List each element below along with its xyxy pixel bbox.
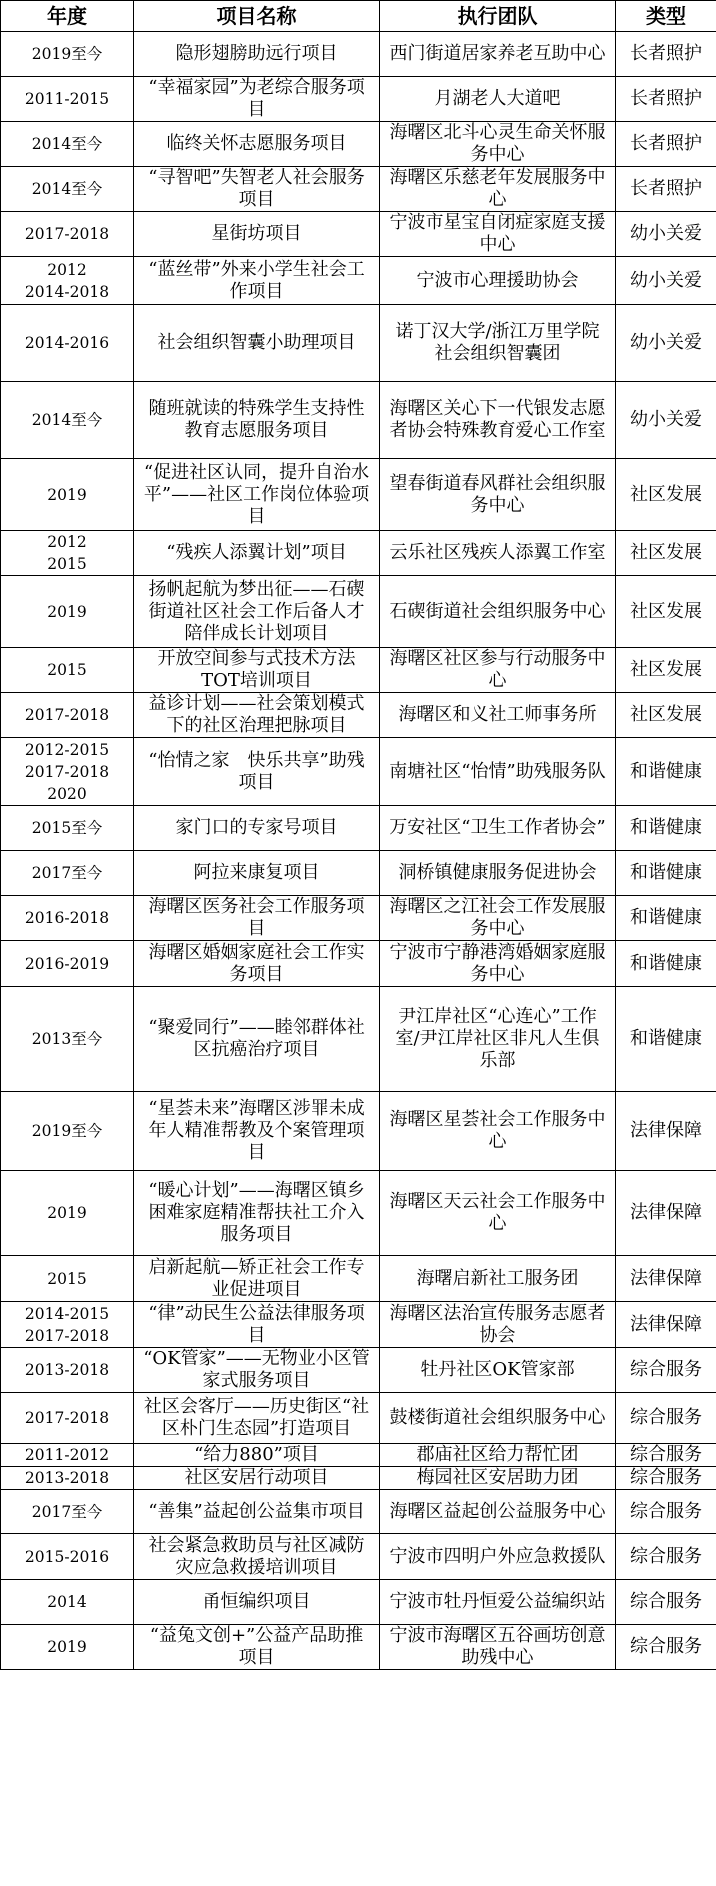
cell-team: 海曙区乐慈老年发展服务中心: [380, 167, 616, 212]
cell-team: 郡庙社区给力帮忙团: [380, 1444, 616, 1467]
cell-year: [1, 1348, 134, 1393]
cell-type: 幼小关爱: [616, 212, 716, 257]
year-line: 2015: [47, 555, 87, 573]
cell-project-name: “OK管家”——无物业小区管家式服务项目: [134, 1348, 380, 1393]
cell-year: [1, 1302, 134, 1348]
table-row: [1, 1534, 716, 1580]
cell-project-name: “暖心计划”——海曙区镇乡困难家庭精准帮扶社工介入服务项目: [134, 1171, 380, 1256]
year-line: 2019: [47, 1204, 87, 1222]
cell-type: 长者照护: [616, 32, 716, 77]
header-project-name: 项目名称: [134, 1, 380, 32]
cell-year: [1, 987, 134, 1092]
cell-year: [1, 806, 134, 851]
year-line: 2012: [47, 533, 87, 551]
year-line: 2014至今: [31, 180, 103, 198]
cell-type: 和谐健康: [616, 941, 716, 987]
cell-year: [1, 305, 134, 382]
cell-type: 法律保障: [616, 1171, 716, 1256]
table-row: [1, 1490, 716, 1534]
year-line: 2019: [47, 1638, 87, 1656]
cell-type: 社区发展: [616, 576, 716, 648]
cell-project-name: “怡情之家 快乐共享”助残项目: [134, 738, 380, 806]
cell-type: 综合服务: [616, 1444, 716, 1467]
cell-project-name: 益诊计划——社会策划模式下的社区治理把脉项目: [134, 693, 380, 738]
cell-type: 幼小关爱: [616, 305, 716, 382]
header-row: [1, 1, 716, 32]
cell-year: [1, 693, 134, 738]
cell-team: 海曙区社区参与行动服务中心: [380, 648, 616, 693]
cell-year: [1, 1467, 134, 1490]
cell-type: 综合服务: [616, 1490, 716, 1534]
year-line: 2011-2015: [24, 90, 110, 108]
year-line: 2014-2015: [24, 1304, 110, 1323]
cell-year: [1, 257, 134, 305]
cell-team: 海曙区天云社会工作服务中心: [380, 1171, 616, 1256]
year-line: 2016-2019: [24, 954, 110, 973]
table-row: [1, 576, 716, 648]
year-line: 2014-2018: [24, 282, 110, 301]
cell-project-name: 临终关怀志愿服务项目: [134, 122, 380, 167]
year-line: 2015: [47, 661, 87, 679]
cell-type: 综合服务: [616, 1393, 716, 1444]
cell-year: [1, 738, 134, 806]
table-row: [1, 305, 716, 382]
cell-type: 社区发展: [616, 648, 716, 693]
table-row: [1, 459, 716, 531]
table-row: [1, 648, 716, 693]
table-row: [1, 1444, 716, 1467]
year-line: 2013-2018: [24, 1361, 110, 1379]
cell-type: 法律保障: [616, 1092, 716, 1171]
cell-team: 万安社区“卫生工作者协会”: [380, 806, 616, 851]
year-line: 2016-2018: [24, 909, 110, 927]
year-line: 2012-2015: [24, 740, 110, 759]
cell-year: [1, 212, 134, 257]
cell-team: 鼓楼街道社会组织服务中心: [380, 1393, 616, 1444]
cell-type: 和谐健康: [616, 738, 716, 806]
cell-year: [1, 1393, 134, 1444]
cell-team: 宁波市海曙区五谷画坊创意助残中心: [380, 1625, 616, 1670]
cell-project-name: 启新起航—矫正社会工作专业促进项目: [134, 1256, 380, 1302]
table-row: [1, 167, 716, 212]
cell-team: 海曙区星荟社会工作服务中心: [380, 1092, 616, 1171]
cell-type: 综合服务: [616, 1348, 716, 1393]
cell-year: [1, 1092, 134, 1171]
cell-type: 和谐健康: [616, 987, 716, 1092]
cell-project-name: 阿拉来康复项目: [134, 851, 380, 896]
cell-team: 宁波市牡丹恒爱公益编织站: [380, 1580, 616, 1625]
cell-year: [1, 32, 134, 77]
table-row: [1, 1467, 716, 1490]
cell-project-name: 隐形翅膀助远行项目: [134, 32, 380, 77]
table-row: [1, 382, 716, 459]
cell-year: [1, 1171, 134, 1256]
cell-year: [1, 459, 134, 531]
year-line: 2019: [47, 485, 87, 504]
cell-project-name: “残疾人添翼计划”项目: [134, 531, 380, 576]
cell-project-name: 海曙区医务社会工作服务项目: [134, 896, 380, 941]
year-line: 2014: [47, 1593, 87, 1611]
table-row: [1, 1348, 716, 1393]
table-row: [1, 1580, 716, 1625]
year-line: 2017至今: [31, 864, 103, 882]
cell-team: 牡丹社区OK管家部: [380, 1348, 616, 1393]
table-row: [1, 1393, 716, 1444]
table-row: [1, 531, 716, 576]
year-line: 2017-2018: [24, 706, 110, 724]
cell-year: [1, 1256, 134, 1302]
cell-team: 宁波市宁静港湾婚姻家庭服务中心: [380, 941, 616, 987]
year-line: 2020: [47, 784, 87, 803]
cell-team: 石碶街道社会组织服务中心: [380, 576, 616, 648]
table-row: [1, 77, 716, 122]
cell-project-name: 星街坊项目: [134, 212, 380, 257]
cell-project-name: “益兔文创+”公益产品助推项目: [134, 1625, 380, 1670]
cell-project-name: “聚爱同行”——睦邻群体社区抗癌治疗项目: [134, 987, 380, 1092]
cell-project-name: 社区会客厅——历史街区“社区朴门生态园”打造项目: [134, 1393, 380, 1444]
cell-project-name: “蓝丝带”外来小学生社会工作项目: [134, 257, 380, 305]
cell-team: 宁波市心理援助协会: [380, 257, 616, 305]
year-line: 2017-2018: [24, 1409, 110, 1427]
cell-type: 社区发展: [616, 693, 716, 738]
table-header: [1, 1, 716, 32]
cell-type: 社区发展: [616, 531, 716, 576]
cell-type: 长者照护: [616, 122, 716, 167]
year-line: 2015至今: [31, 819, 103, 837]
year-line: 2013至今: [31, 1030, 103, 1048]
year-line: 2019至今: [31, 1122, 103, 1140]
cell-year: [1, 941, 134, 987]
cell-team: 尹江岸社区“心连心”工作室/尹江岸社区非凡人生俱乐部: [380, 987, 616, 1092]
cell-year: [1, 648, 134, 693]
table-row: [1, 941, 716, 987]
cell-year: [1, 1490, 134, 1534]
cell-year: [1, 1444, 134, 1467]
cell-project-name: 海曙区婚姻家庭社会工作实务项目: [134, 941, 380, 987]
cell-team: 梅园社区安居助力团: [380, 1467, 616, 1490]
cell-type: 长者照护: [616, 167, 716, 212]
table-row: [1, 1171, 716, 1256]
table-row: [1, 738, 716, 806]
cell-team: 云乐社区残疾人添翼工作室: [380, 531, 616, 576]
cell-type: 社区发展: [616, 459, 716, 531]
cell-project-name: “幸福家园”为老综合服务项目: [134, 77, 380, 122]
cell-project-name: “善集”益起创公益集市项目: [134, 1490, 380, 1534]
cell-team: 月湖老人大道吧: [380, 77, 616, 122]
cell-project-name: 家门口的专家号项目: [134, 806, 380, 851]
table-row: [1, 32, 716, 77]
cell-year: [1, 576, 134, 648]
cell-year: [1, 1625, 134, 1670]
cell-team: 海曙区法治宣传服务志愿者协会: [380, 1302, 616, 1348]
cell-team: 海曙区北斗心灵生命关怀服务中心: [380, 122, 616, 167]
cell-project-name: 社区安居行动项目: [134, 1467, 380, 1490]
year-line: 2015: [47, 1269, 87, 1288]
table-row: [1, 1625, 716, 1670]
year-line: 2015-2016: [24, 1547, 110, 1566]
cell-project-name: “律”动民生公益法律服务项目: [134, 1302, 380, 1348]
table-row: [1, 806, 716, 851]
cell-year: [1, 851, 134, 896]
cell-year: [1, 77, 134, 122]
cell-type: 和谐健康: [616, 806, 716, 851]
cell-type: 和谐健康: [616, 896, 716, 941]
cell-team: 海曙启新社工服务团: [380, 1256, 616, 1302]
cell-team: 宁波市星宝自闭症家庭支援中心: [380, 212, 616, 257]
year-line: 2019: [47, 602, 87, 621]
cell-type: 综合服务: [616, 1580, 716, 1625]
cell-type: 和谐健康: [616, 851, 716, 896]
year-line: 2017至今: [31, 1502, 103, 1521]
cell-type: 幼小关爱: [616, 257, 716, 305]
table-row: [1, 896, 716, 941]
table-row: [1, 1302, 716, 1348]
table-row: [1, 122, 716, 167]
table-body: [1, 32, 716, 1670]
cell-team: 海曙区之江社会工作发展服务中心: [380, 896, 616, 941]
cell-type: 综合服务: [616, 1625, 716, 1670]
cell-year: [1, 531, 134, 576]
cell-team: 诺丁汉大学/浙江万里学院社会组织智囊团: [380, 305, 616, 382]
cell-year: [1, 122, 134, 167]
cell-year: [1, 1534, 134, 1580]
year-line: 2019至今: [31, 45, 103, 63]
cell-project-name: “给力880”项目: [134, 1444, 380, 1467]
cell-project-name: “星荟未来”海曙区涉罪未成年人精准帮教及个案管理项目: [134, 1092, 380, 1171]
header-type: 类型: [616, 1, 716, 32]
cell-team: 西门街道居家养老互助中心: [380, 32, 616, 77]
cell-team: 海曙区益起创公益服务中心: [380, 1490, 616, 1534]
table-row: [1, 693, 716, 738]
cell-type: 幼小关爱: [616, 382, 716, 459]
table-row: [1, 1092, 716, 1171]
table-row: [1, 987, 716, 1092]
cell-team: 海曙区关心下一代银发志愿者协会特殊教育爱心工作室: [380, 382, 616, 459]
year-line: 2014至今: [31, 411, 103, 429]
cell-type: 法律保障: [616, 1256, 716, 1302]
cell-project-name: 扬帆起航为梦出征——石碶街道社区社会工作后备人才陪伴成长计划项目: [134, 576, 380, 648]
cell-team: 南塘社区“怡情”助残服务队: [380, 738, 616, 806]
header-year: 年度: [1, 1, 134, 32]
cell-team: 洞桥镇健康服务促进协会: [380, 851, 616, 896]
year-line: 2014-2016: [24, 334, 110, 352]
cell-team: 海曙区和义社工师事务所: [380, 693, 616, 738]
cell-team: 望春街道春风群社会组织服务中心: [380, 459, 616, 531]
cell-type: 综合服务: [616, 1467, 716, 1490]
cell-type: 法律保障: [616, 1302, 716, 1348]
year-line: 2014至今: [31, 135, 103, 153]
cell-project-name: 甬恒编织项目: [134, 1580, 380, 1625]
cell-year: [1, 167, 134, 212]
cell-team: 宁波市四明户外应急救援队: [380, 1534, 616, 1580]
year-line: 2017-2018: [24, 1326, 110, 1345]
cell-year: [1, 1580, 134, 1625]
cell-type: 综合服务: [616, 1534, 716, 1580]
year-line: 2012: [47, 260, 87, 279]
table-row: [1, 257, 716, 305]
table-row: [1, 1256, 716, 1302]
table-row: [1, 851, 716, 896]
cell-project-name: 随班就读的特殊学生支持性教育志愿服务项目: [134, 382, 380, 459]
cell-year: [1, 382, 134, 459]
year-line: 2017-2018: [24, 762, 110, 781]
year-line: 2017-2018: [24, 225, 110, 243]
cell-project-name: 社会组织智囊小助理项目: [134, 305, 380, 382]
table-row: [1, 212, 716, 257]
cell-project-name: “促进社区认同，提升自治水平”——社区工作岗位体验项目: [134, 459, 380, 531]
header-team: 执行团队: [380, 1, 616, 32]
year-line: 2013-2018: [24, 1469, 110, 1487]
cell-type: 长者照护: [616, 77, 716, 122]
cell-project-name: “寻智吧”失智老人社会服务项目: [134, 167, 380, 212]
cell-project-name: 开放空间参与式技术方法TOT培训项目: [134, 648, 380, 693]
cell-year: [1, 896, 134, 941]
cell-project-name: 社会紧急救助员与社区减防灾应急救援培训项目: [134, 1534, 380, 1580]
year-line: 2011-2012: [24, 1446, 110, 1464]
